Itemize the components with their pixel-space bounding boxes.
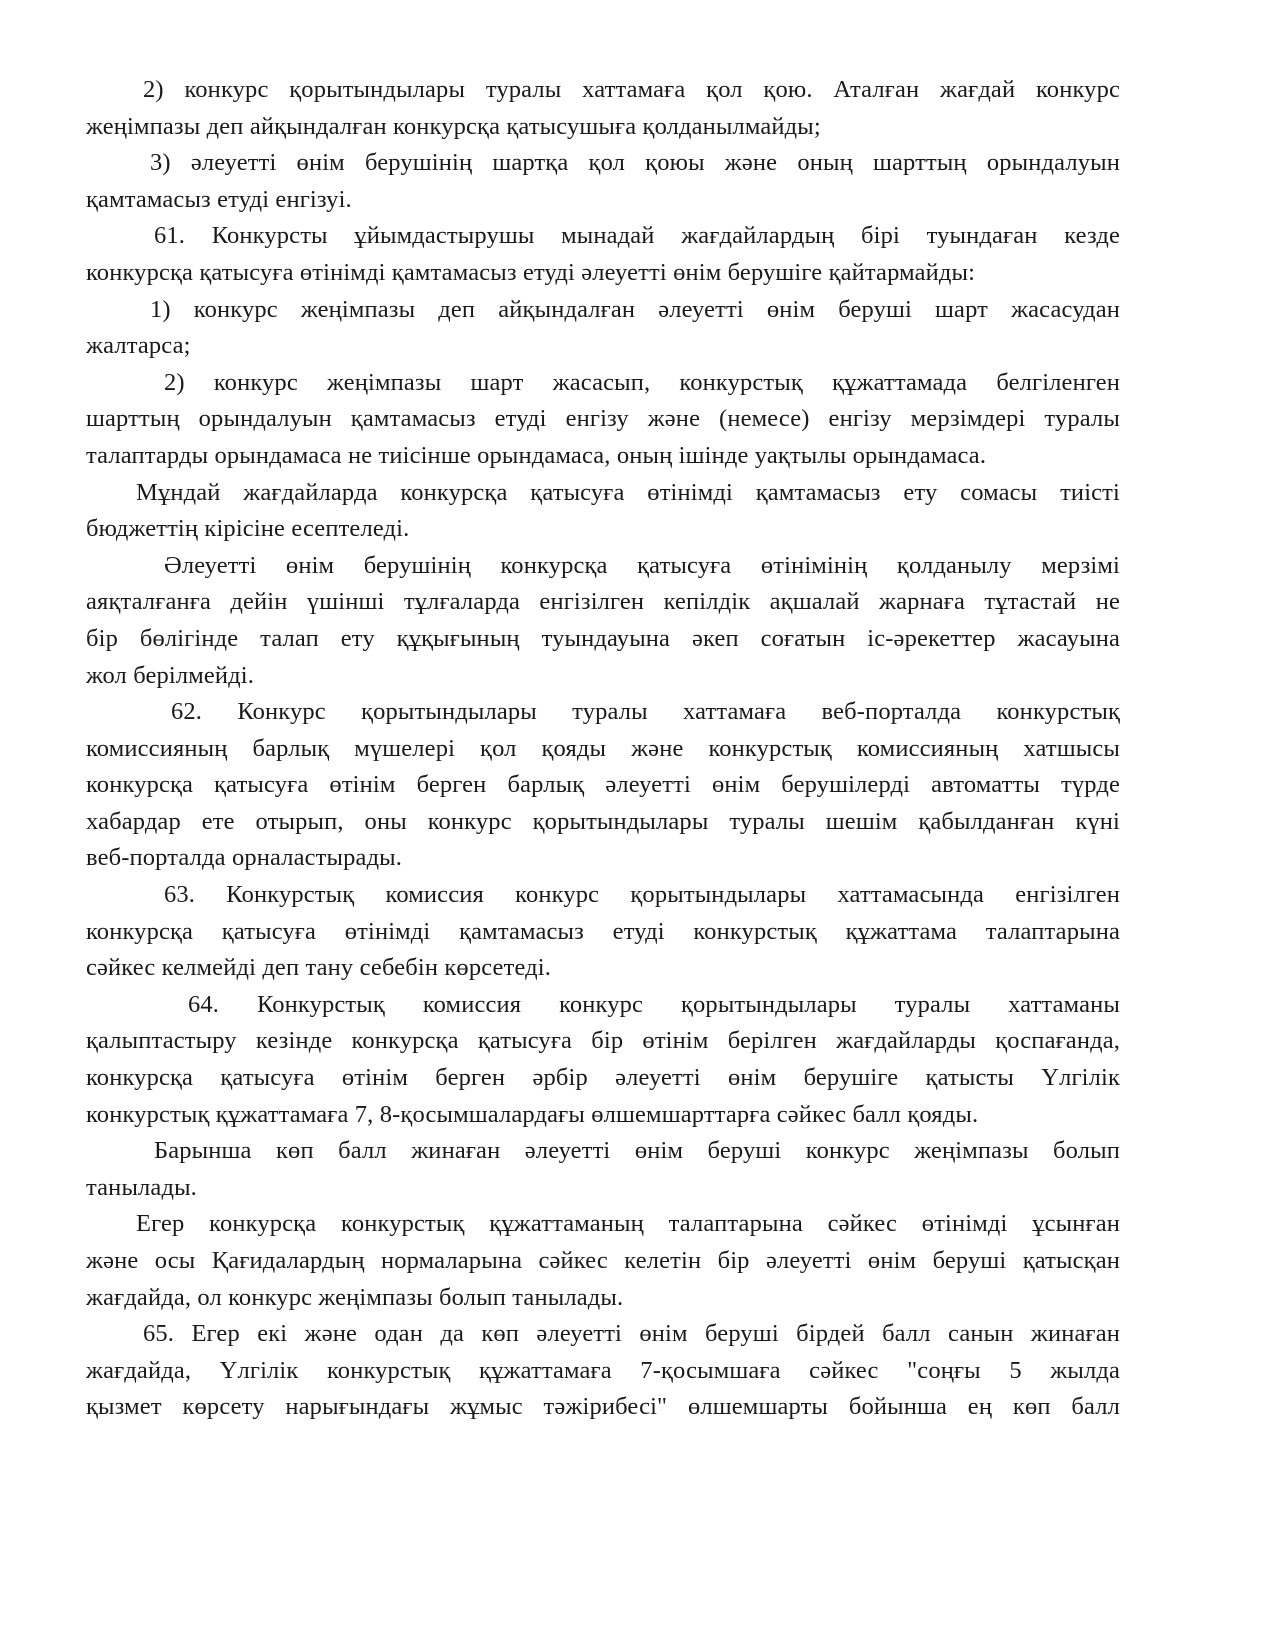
paragraph-line: конкурстық құжаттамаға 7, 8-қосымшалардағы өлшемшарттарға сәйкес балл қояды. [86,1100,979,1128]
paragraph-line: конкурсқа қатысуға өтінімді қамтамасыз етуді конкурстық құжаттама талаптарына [86,917,1120,945]
paragraph-line: 61. Конкурсты ұйымдастырушы мынадай жағдайлардың бірі туындаған кезде [154,222,1120,250]
paragraph-line: жалтарса; [86,332,191,360]
paragraph-line: 65. Егер екі және одан да көп әлеуетті өнім беруші бірдей балл санын жинаған [143,1320,1120,1348]
paragraph-line: сәйкес келмейді деп тану себебін көрсетеді. [86,954,551,982]
paragraph-line: жол берілмейді. [86,661,255,689]
paragraph-line: Мұндай жағдайларда конкурсқа қатысуға өтінімді қамтамасыз ету сомасы тиісті [136,478,1120,506]
paragraph-line: қызмет көрсету нарығындағы жұмыс тәжірибесі" өлшемшарты бойынша ең көп балл [86,1393,1120,1421]
paragraph-line: конкурсқа қатысуға өтінім берген барлық әлеуетті өнім берушілерді автоматты түрде [86,771,1120,799]
paragraph-line: аяқталғанға дейін үшінші тұлғаларда енгізілген кепілдік ақшалай жарнаға тұтастай не [86,588,1120,616]
paragraph-line: қалыптастыру кезінде конкурсқа қатысуға бір өтінім берілген жағдайларды қоспағанда, [86,1027,1120,1055]
paragraph-line: Егер конкурсқа конкурстық құжаттаманың талаптарына сәйкес өтінімді ұсынған [136,1210,1120,1238]
paragraph-line: конкурсқа қатысуға өтінімді қамтамасыз етуді әлеуетті өнім берушіге қайтармайды: [86,258,976,286]
paragraph-line: және осы Қағидалардың нормаларына сәйкес келетін бір әлеуетті өнім беруші қатысқан [86,1247,1120,1274]
paragraph-line: қамтамасыз етуді енгізуі. [86,185,352,213]
paragraph-line: веб-порталда орналастырады. [86,844,403,872]
paragraph-line: Барынша көп балл жинаған әлеуетті өнім беруші конкурс жеңімпазы болып [154,1137,1120,1165]
paragraph-line: 2) конкурс қорытындылары туралы хаттамаға қол қою. Аталған жағдай конкурс [143,76,1120,103]
paragraph-line: жағдайда, Үлгілік конкурстық құжаттамаға 7-қосымшаға сәйкес "соңғы 5 жылда [86,1356,1120,1384]
paragraph-line: жеңімпазы деп айқындалған конкурсқа қатысушыға қолданылмайды; [86,112,821,140]
paragraph-line: Әлеуетті өнім берушінің конкурсқа қатысуға өтінімінің қолданылу мерзімі [164,551,1120,579]
paragraph-line: шарттың орындалуын қамтамасыз етуді енгізу және (немесе) енгізу мерзімдері туралы [86,405,1120,433]
paragraph-line: бір бөлігінде талап ету құқығының туындауына әкеп соғатын іс-әрекеттер жасауына [86,624,1120,652]
paragraph-line: конкурсқа қатысуға өтінім берген әрбір әлеуетті өнім берушіге қатысты Үлгілік [86,1064,1120,1092]
paragraph-line: комиссияның барлық мүшелері қол қояды және конкурстық комиссияның хатшысы [86,734,1120,762]
paragraph-line: талаптарды орындамаса не тиісінше орындамаса, оның ішінде уақтылы орындамаса. [86,441,987,469]
paragraph-line: 1) конкурс жеңімпазы деп айқындалған әлеуетті өнім беруші шарт жасасудан [150,295,1120,323]
paragraph-line: танылады. [86,1173,197,1201]
paragraph-line: хабардар ете отырып, оны конкурс қорытындылары туралы шешім қабылданған күні [86,807,1120,835]
paragraph-line: 63. Конкурстық комиссия конкурс қорытындылары хаттамасында енгізілген [164,881,1120,909]
paragraph-line: 3) әлеуетті өнім берушінің шартқа қол қоюы және оның шарттың орындалуын [150,149,1120,177]
paragraph-line: 2) конкурс жеңімпазы шарт жасасып, конкурстық құжаттамада белгіленген [164,368,1120,396]
paragraph-line: 62. Конкурс қорытындылары туралы хаттамаға веб-порталда конкурстық [171,698,1120,726]
paragraph-line: жағдайда, ол конкурс жеңімпазы болып танылады. [86,1283,624,1311]
document-body [86,72,1120,1426]
paragraph-line: бюджеттің кірісіне есептеледі. [86,515,410,543]
paragraph-line: 64. Конкурстық комиссия конкурс қорытындылары туралы хаттаманы [188,990,1120,1018]
